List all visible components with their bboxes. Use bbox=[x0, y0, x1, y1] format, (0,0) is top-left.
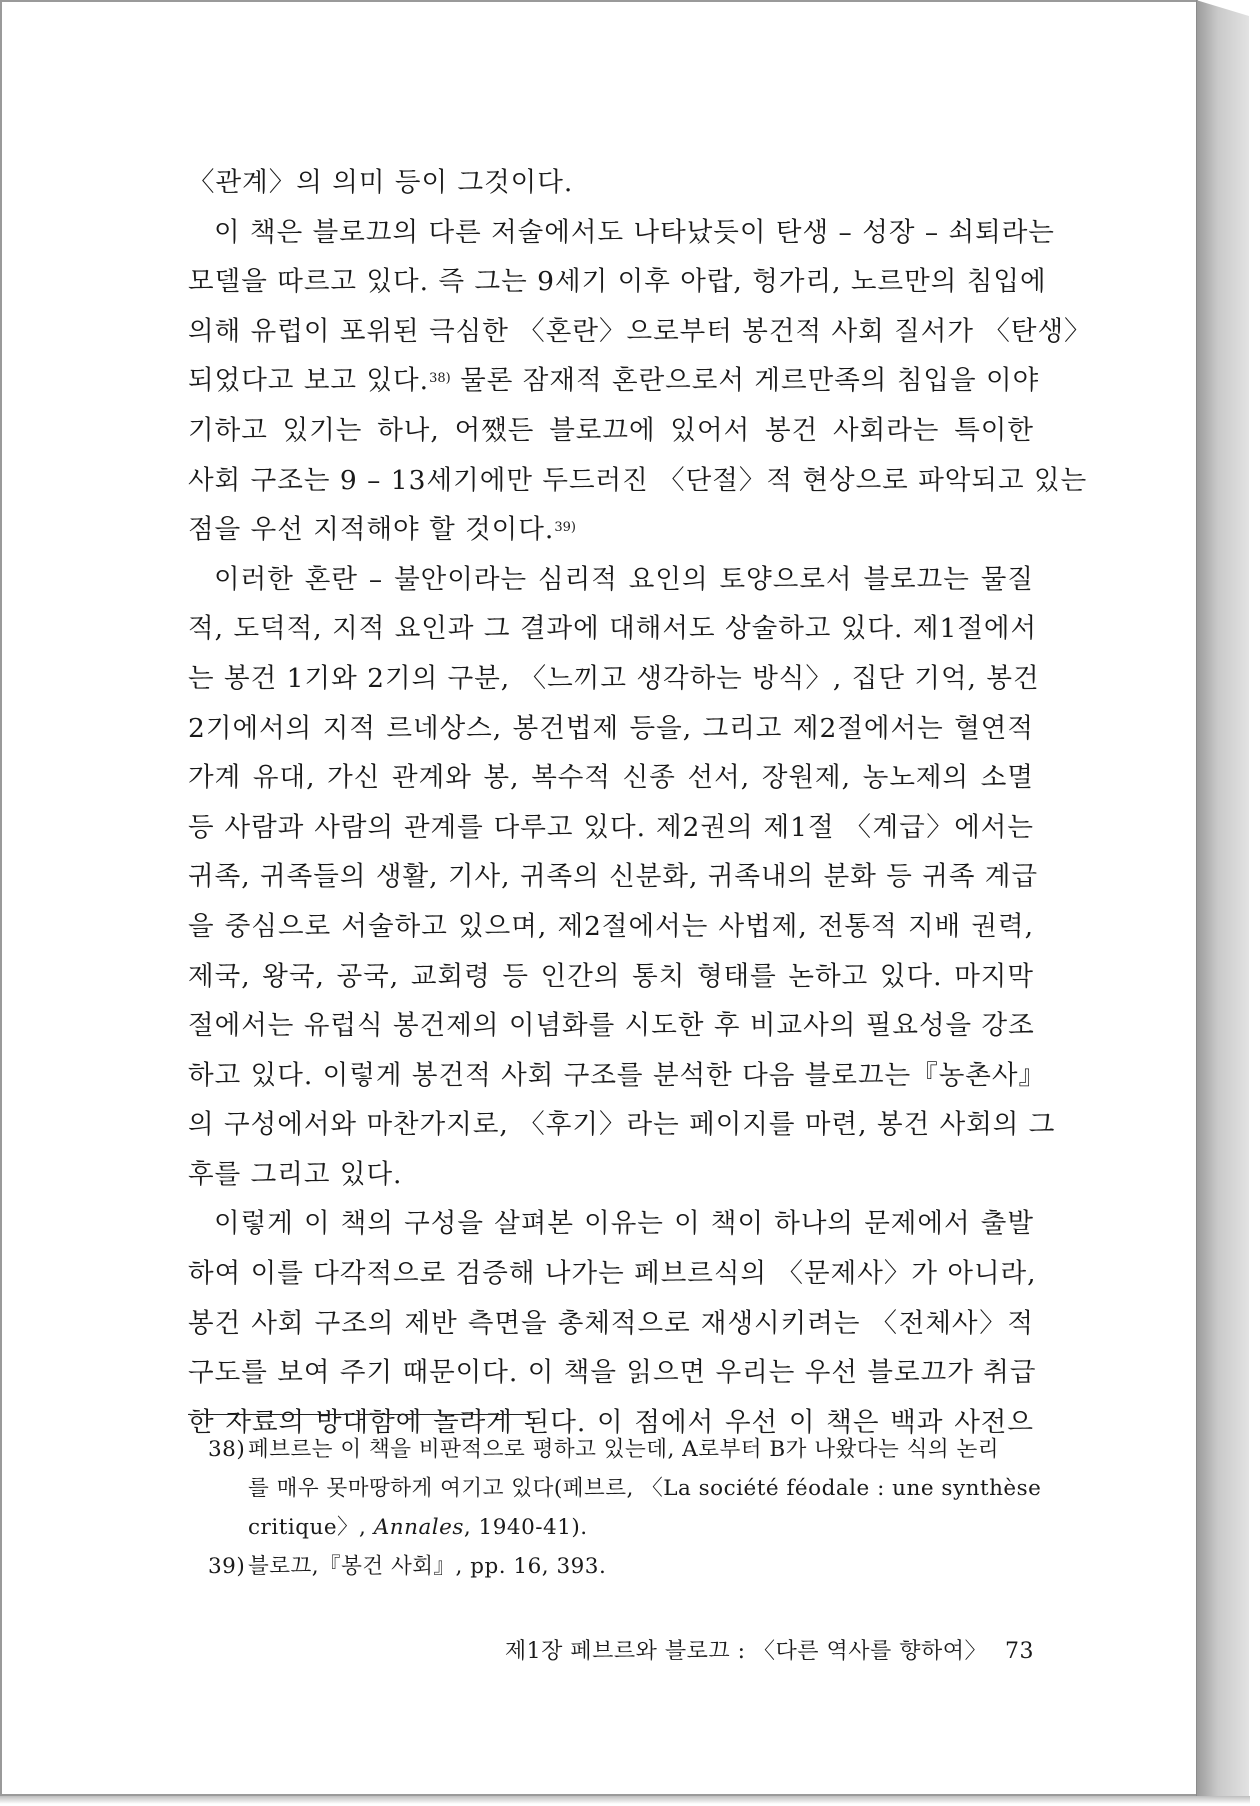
text-line: 귀족, 귀족들의 생활, 기사, 귀족의 신분화, 귀족내의 분화 등 귀족 계급 bbox=[188, 861, 1039, 893]
text-line: 이렇게 이 책의 구성을 살펴본 이유는 이 책이 하나의 문제에서 출발 bbox=[214, 1208, 1034, 1240]
body-text bbox=[188, 158, 1092, 1447]
text-line: 한 자료의 방대함에 놀라게 된다. 이 점에서 우선 이 책은 백과 사전으 bbox=[188, 1406, 1034, 1438]
footnote-39 bbox=[208, 1547, 1034, 1586]
journal-title: Annales bbox=[373, 1515, 464, 1540]
text-line: 의 구성에서와 마찬가지로, 〈후기〉라는 페이지를 마련, 봉건 사회의 그 bbox=[188, 1109, 1056, 1141]
text-line: 하여 이를 다각적으로 검증해 나가는 페브르식의 〈문제사〉가 아니라, bbox=[188, 1258, 1037, 1290]
footnote-text: , 1940-41). bbox=[463, 1515, 588, 1540]
text-line: 가계 유대, 가신 관계와 봉, 복수적 신종 선서, 장원제, 농노제의 소멸 bbox=[188, 762, 1034, 794]
footnotes bbox=[208, 1430, 1042, 1586]
footnote-number: 38) bbox=[208, 1437, 246, 1462]
text-line: 는 봉건 1기와 2기의 구분, 〈느끼고 생각하는 방식〉, 집단 기억, 봉건 bbox=[188, 662, 1040, 694]
text-line: 하고 있다. 이렇게 봉건적 사회 구조를 분석한 다음 블로끄는『농촌사』 bbox=[188, 1059, 1046, 1091]
text-segment: 되었다고 보고 있다. bbox=[188, 365, 430, 397]
page-shadow bbox=[0, 1796, 1250, 1804]
page-footer bbox=[472, 1634, 1034, 1665]
text-line: 을 중심으로 서술하고 있으며, 제2절에서는 사법제, 전통적 지배 권력, bbox=[188, 910, 1034, 942]
text-line: 제국, 왕국, 공국, 교회령 등 인간의 통치 형태를 논하고 있다. 마지막 bbox=[188, 960, 1034, 992]
text-line: 의해 유럽이 포위된 극심한 〈혼란〉으로부터 봉건적 사회 질서가 〈탄생〉 bbox=[188, 315, 1092, 347]
text-segment: 점을 우선 지적해야 할 것이다. bbox=[188, 514, 555, 546]
text-line: 기하고 있기는 하나, 어쨌든 블로끄에 있어서 봉건 사회라는 특이한 bbox=[188, 414, 1034, 446]
footnote-ref-39: 39) bbox=[554, 520, 576, 536]
text-line: 후를 그리고 있다. bbox=[188, 1158, 403, 1190]
text-line: 〈관계〉의 의미 등이 그것이다. bbox=[188, 167, 574, 198]
footnote-ref-38: 38) bbox=[429, 371, 451, 387]
text-line: 사회 구조는 9 – 13세기에만 두드러진 〈단절〉적 현상으로 파악되고 있는 bbox=[188, 464, 1088, 496]
text-line: 절에서는 유럽식 봉건제의 이념화를 시도한 후 비교사의 필요성을 강조 bbox=[188, 1010, 1035, 1042]
text-line bbox=[188, 505, 1034, 555]
text-line: 봉건 사회 구조의 제반 측면을 총체적으로 재생시키려는 〈전체사〉적 bbox=[188, 1307, 1034, 1339]
text-line: 적, 도덕적, 지적 요인과 그 결과에 대해서도 상술하고 있다. 제1절에서 bbox=[188, 613, 1038, 645]
footnote-text: 페브르는 이 책을 비판적으로 평하고 있는데, A로부터 B가 나왔다는 식의 논리 bbox=[248, 1437, 1000, 1462]
footnote-divider bbox=[188, 1414, 532, 1415]
footnote-38-cont: 를 매우 못마땅하게 여기고 있다(페브르, 〈La société féodale : une synthèse bbox=[248, 1476, 1042, 1501]
text-line: 등 사람과 사람의 관계를 다루고 있다. 제2권의 제1절 〈계급〉에서는 bbox=[188, 811, 1034, 843]
text-line: 모델을 따르고 있다. 즉 그는 9세기 이후 아랍, 헝가리, 노르만의 침입에 bbox=[188, 266, 1047, 298]
footnote-38-cont bbox=[208, 1508, 1034, 1547]
text-line: 2기에서의 지적 르네상스, 봉건법제 등을, 그리고 제2절에서는 혈연적 bbox=[188, 712, 1034, 744]
text-line: 구도를 보여 주기 때문이다. 이 책을 읽으면 우리는 우선 블로끄가 취급 bbox=[188, 1357, 1037, 1389]
book-spine-edge bbox=[1196, 0, 1249, 1800]
text-line bbox=[188, 356, 1040, 406]
footnote-text: critique〉, bbox=[248, 1515, 374, 1540]
footnote-38 bbox=[208, 1430, 1034, 1469]
page-number: 73 bbox=[1005, 1639, 1034, 1664]
footnote-text: 블로끄,『봉건 사회』, pp. 16, 393. bbox=[248, 1554, 607, 1579]
running-head: 제1장 페브르와 블로끄 : 〈다른 역사를 향하여〉 bbox=[504, 1639, 987, 1664]
text-segment: 물론 잠재적 혼란으로서 게르만족의 침입을 이야 bbox=[460, 365, 1040, 397]
text-line: 이 책은 블로끄의 다른 저술에서도 나타났듯이 탄생 – 성장 – 쇠퇴라는 bbox=[214, 216, 1055, 248]
text-line: 이러한 혼란 – 불안이라는 심리적 요인의 토양으로서 블로끄는 물질 bbox=[214, 563, 1034, 595]
footnote-number: 39) bbox=[208, 1554, 246, 1579]
